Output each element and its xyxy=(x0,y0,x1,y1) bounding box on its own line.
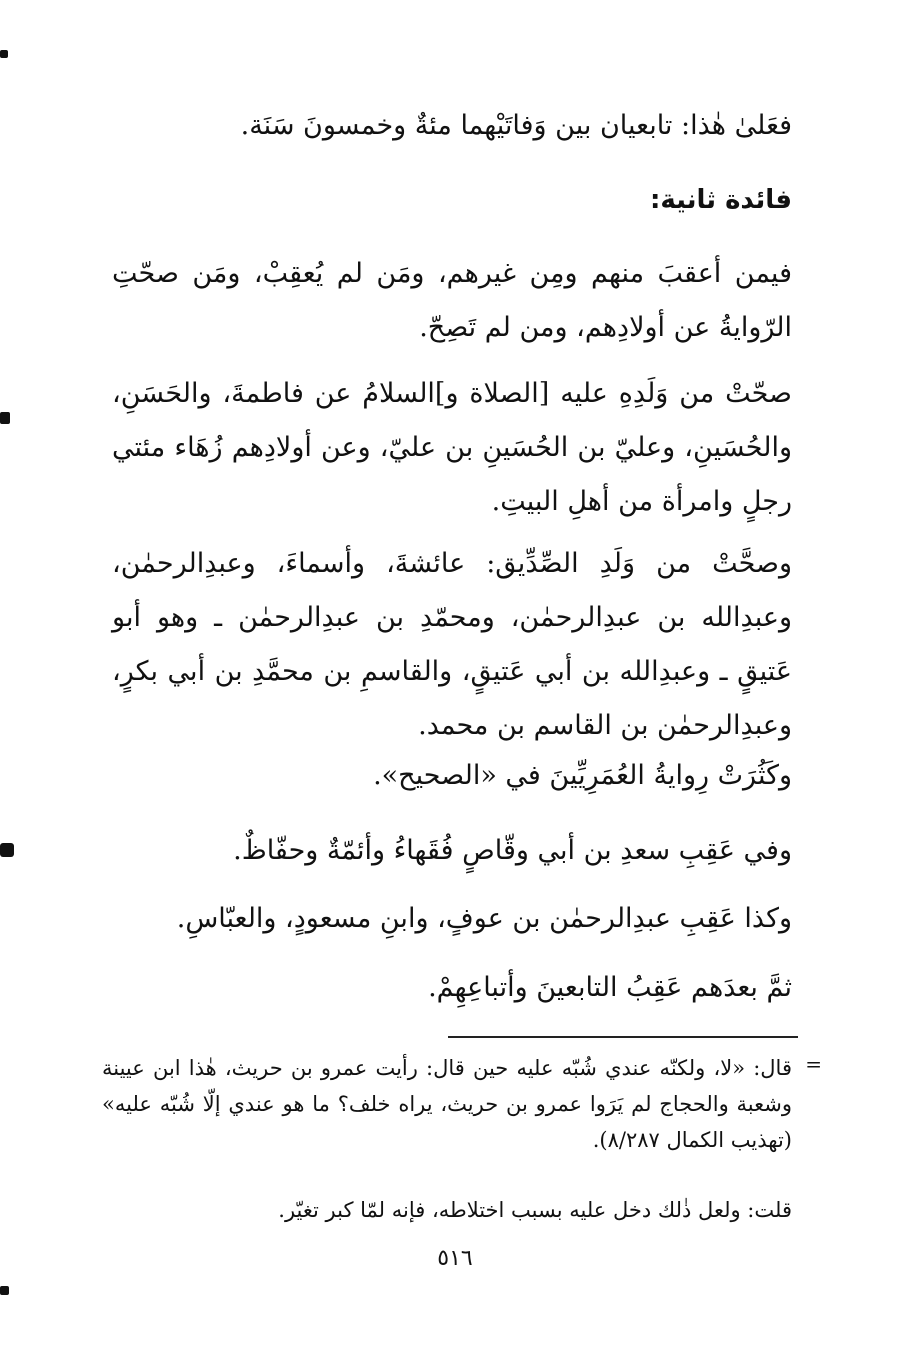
text-line: فعَلىٰ هٰذا: تابعيان بين وَفاتَيْهما مئةٌ وخمسونَ سَنَة. xyxy=(240,110,792,141)
text-line: وكَثُرَتْ رِوايةُ العُمَرِيِّينَ في «الصحيح». xyxy=(373,760,792,791)
paragraph: وصحَّتْ من وَلَدِ الصِّدِّيق: عائشةَ، وأسماءَ، وعبدِالرحمٰن، وعبدِالله بن عبدِالرحمٰن، ومحمّدِ بن عبدِالرحمٰن ـ وهو أبو عَتيقٍ ـ وعبدِالله بن أبي عَتيقٍ، والقاسمِ بن محمَّدِ بن أبي بكرٍ، وعبدِالرحمٰن بن القاسم بن محمد. xyxy=(112,548,792,741)
page-number: ٥١٦ xyxy=(437,1246,473,1271)
text-line: ثمَّ بعدَهم عَقِبُ التابعينَ وأتباعِهِمْ. xyxy=(428,972,792,1003)
section-heading: فائدة ثانية: xyxy=(649,185,792,215)
scan-edge-mark xyxy=(0,412,10,424)
scan-edge-mark xyxy=(0,1286,9,1295)
paragraph: صحّتْ من وَلَدِهِ عليه [الصلاة و]السلامُ عن فاطمةَ، والحَسَنِ، والحُسَينِ، وعليّ بن الحُسَينِ بن عليّ، وعن أولادِهم زُهَاء مئتي رجلٍ وامرأة من أهلِ البيتِ. xyxy=(112,378,792,517)
footnote-text: قال: «لا، ولكنّه عندي شُبّه عليه حين قال: رأيت عمرو بن حريث، هٰذا ابن عيينة وشعبة والحجاج لم يَرَوا عمرو بن حريث، يراه خلف؟ ما هو عندي إلّا شُبّه عليه» (تهذيب الكمال ٨/٢٨٧). xyxy=(102,1056,792,1152)
scan-edge-mark xyxy=(0,50,8,58)
text-line: وفي عَقِبِ سعدِ بن أبي وقّاصٍ فُقَهاءُ وأئمّةٌ وحفّاظٌ. xyxy=(233,835,792,866)
text-line: وكذا عَقِبِ عبدِالرحمٰن بن عوفٍ، وابنِ مسعودٍ، والعبّاسِ. xyxy=(176,903,792,934)
footnote-text: قلت: ولعل ذٰلك دخل عليه بسبب اختلاطه، فإنه لمّا كبر تغيّر. xyxy=(278,1198,792,1222)
paragraph: فيمن أعقبَ منهم ومِن غيرهم، ومَن لم يُعقِبْ، ومَن صحّتِ الرّوايةُ عن أولادِهم، ومن لم تَصِحّ. xyxy=(112,258,792,343)
footnote-separator xyxy=(448,1036,798,1038)
scan-edge-mark xyxy=(0,843,14,857)
footnote-continuation-marker: = xyxy=(805,1052,822,1076)
